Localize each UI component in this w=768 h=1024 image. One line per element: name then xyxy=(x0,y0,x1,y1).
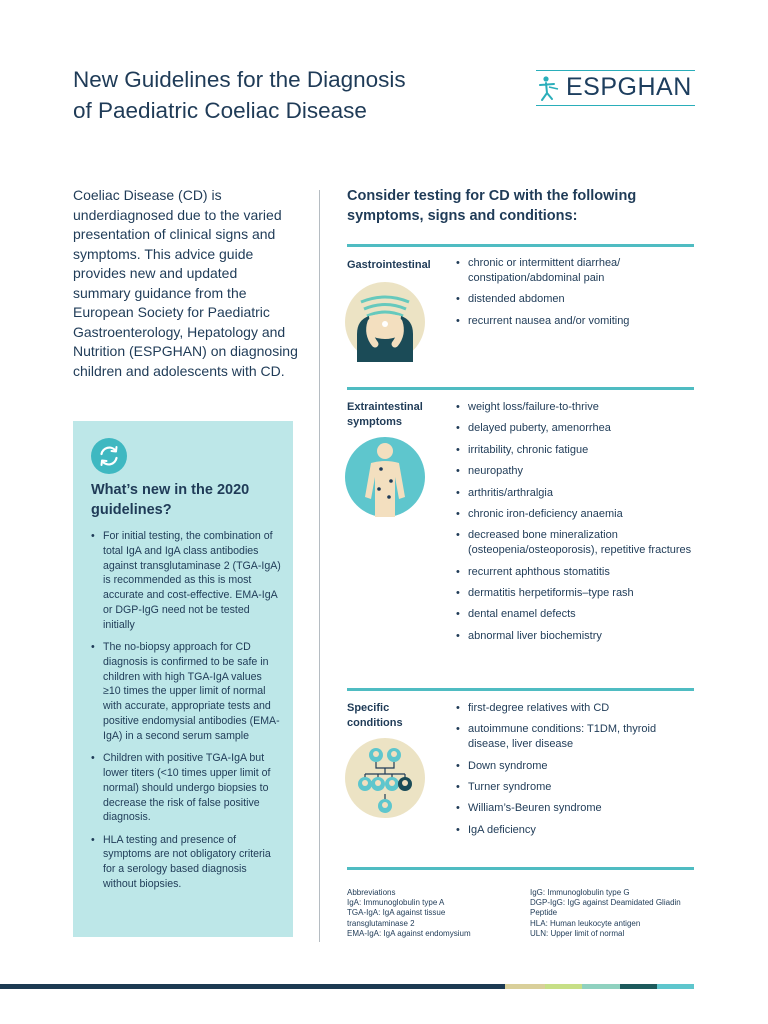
abbreviations-heading: Abbreviations xyxy=(347,888,396,897)
section-rule xyxy=(347,688,694,691)
list-item: • autoimmune conditions: T1DM, thyroid disease, liver disease xyxy=(456,722,696,752)
logo-figure-icon xyxy=(538,74,562,102)
section-label-gastrointestinal: Gastrointestinal xyxy=(347,259,431,271)
espghan-logo xyxy=(536,70,696,108)
gastrointestinal-list xyxy=(456,256,696,335)
list-item: • delayed puberty, amenorrhea xyxy=(456,421,696,436)
column-divider xyxy=(319,190,320,942)
list-item: • recurrent aphthous stomatitis xyxy=(456,565,696,580)
list-item: • distended abdomen xyxy=(456,292,696,307)
list-item: • William’s-Beuren syndrome xyxy=(456,801,696,816)
abbreviation-item: ULN: Upper limit of normal xyxy=(530,928,625,938)
refresh-icon xyxy=(91,438,127,474)
abbreviations-right xyxy=(530,888,690,939)
list-item: • recurrent nausea and/or vomiting xyxy=(456,314,696,329)
body-illustration-icon xyxy=(345,437,425,517)
list-item: • Down syndrome xyxy=(456,759,696,774)
list-item: • HLA testing and presence of symptoms are not obligatory criteria for a serology based diagnosis without biopsies. xyxy=(91,833,281,892)
abbreviation-item: IgA: Immunoglobulin type A xyxy=(347,898,445,908)
footer-bar-mint xyxy=(582,984,620,989)
list-item: • The no-biopsy approach for CD diagnosis is confirmed to be safe in children with high TGA-IgA values ≥10 times the upper limit of normal with accurate, appropriate tests and positive endomysial antibodies (EMA-IgA) in a second serum sample xyxy=(91,640,281,744)
section-rule xyxy=(347,244,694,247)
family-tree-illustration-icon xyxy=(345,738,425,818)
footer-bar-teal-dark xyxy=(620,984,657,989)
list-item: • dental enamel defects xyxy=(456,607,696,622)
list-item: • weight loss/failure-to-thrive xyxy=(456,400,696,415)
extraintestinal-list xyxy=(456,400,696,650)
whats-new-heading: What’s new in the 2020 guidelines? xyxy=(91,482,250,518)
list-item: • Children with positive TGA-IgA but lower titers (<10 times upper limit of normal) should undergo biopsies to decrease the risk of false positive diagnosis. xyxy=(91,751,281,825)
abbreviations-left xyxy=(347,888,507,939)
abdomen-illustration-icon xyxy=(345,282,425,362)
list-item: • decreased bone mineralization (osteopenia/osteoporosis), repetitive fractures xyxy=(456,528,696,558)
abbreviation-item: DGP-IgG: IgG against Deamidated Gliadin Peptide xyxy=(530,898,681,918)
section-rule xyxy=(347,387,694,390)
footer-bar-sand xyxy=(505,984,545,989)
title-line-2: of Paediatric Coeliac Disease xyxy=(73,98,367,123)
section-label-specific-conditions: Specific conditions xyxy=(347,702,403,729)
whats-new-box xyxy=(73,421,293,937)
abbreviation-item: TGA-IgA: IgA against tissue transglutaminase 2 xyxy=(347,908,446,928)
whats-new-list xyxy=(91,529,281,899)
title-line-1: New Guidelines for the Diagnosis xyxy=(73,67,406,92)
footer-bar-navy xyxy=(0,984,505,989)
abbreviation-item: IgG: Immunoglobulin type G xyxy=(530,888,630,897)
abbreviation-item: EMA-IgA: IgA against endomysium xyxy=(347,928,471,938)
abbreviation-item: HLA: Human leukocyte antigen xyxy=(530,918,641,928)
footer-bar-teal xyxy=(657,984,694,989)
testing-heading: Consider testing for CD with the following symptoms, signs and conditions: xyxy=(347,188,637,224)
section-label-extraintestinal: Extraintestinal symptoms xyxy=(347,401,423,428)
list-item: • Turner syndrome xyxy=(456,780,696,795)
list-item: • abnormal liver biochemistry xyxy=(456,629,696,644)
list-item: • arthritis/arthralgia xyxy=(456,486,696,501)
list-item: • For initial testing, the combination of total IgA and IgA class antibodies against transglutaminase 2 (TGA-IgA) is recommended as this is most accurate and cost-effective. EMA-IgA or DGP-IgG need not be tested initially xyxy=(91,529,281,633)
list-item: • chronic or intermittent diarrhea/ constipation/abdominal pain xyxy=(456,256,696,286)
list-item: • neuropathy xyxy=(456,464,696,479)
list-item: • chronic iron-deficiency anaemia xyxy=(456,507,696,522)
specific-conditions-list xyxy=(456,701,696,844)
list-item: • irritability, chronic fatigue xyxy=(456,443,696,458)
logo-text: ESPGHAN xyxy=(566,73,692,101)
list-item: • dermatitis herpetiformis–type rash xyxy=(456,586,696,601)
list-item: • IgA deficiency xyxy=(456,823,696,838)
page-title xyxy=(73,64,493,126)
intro-paragraph: Coeliac Disease (CD) is underdiagnosed due to the varied presentation of clinical signs and symptoms. This advice guide provides new and updated summary guidance from the European Society for Paediatric Gastroenterology, Hepatology and Nutrition (ESPGHAN) on diagnosing children and adolescents with CD. xyxy=(73,187,298,379)
footer-bar-lime xyxy=(545,984,582,989)
list-item: • first-degree relatives with CD xyxy=(456,701,696,716)
section-rule xyxy=(347,867,694,870)
